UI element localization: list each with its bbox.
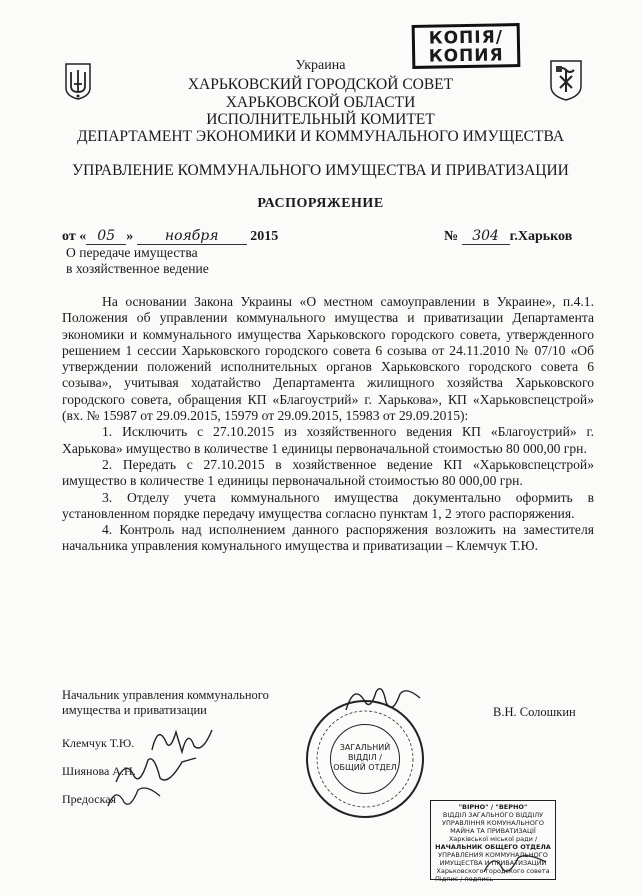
verified-stamp-line8: Підпис / подпись xyxy=(435,875,494,883)
date-day: 05 xyxy=(86,228,126,245)
body-paragraph-item3: 3. Отделу учета коммунального имущества документально оформить в установленном порядке передачу имущества согласно пунктам 1, 2 этого распоряжения. xyxy=(62,489,594,521)
document-number: 304 xyxy=(462,228,510,245)
copy-stamp-line1: КОПІЯ/ xyxy=(428,27,504,49)
header-department: ДЕПАРТАМЕНТ ЭКОНОМИКИ И КОММУНАЛЬНОГО ИМУЩЕСТВА xyxy=(76,128,565,145)
signatory-name: В.Н. Солошкин xyxy=(493,705,576,719)
round-seal xyxy=(306,700,424,818)
subject-block xyxy=(66,245,209,277)
verified-stamp-line1: "ВІРНО" / "ВЕРНО" xyxy=(458,803,528,811)
stamp-signature xyxy=(480,850,550,880)
body-paragraph-item1: 1. Исключить с 27.10.2015 из хозяйственного ведения КП «Благоустрий» г. Харькова» имущество в количестве 1 единицы первоначальной стоимостью 80 000,00 грн. xyxy=(62,424,594,456)
date-month: ноября xyxy=(137,228,247,245)
verified-stamp-line6: УПРАВЛЕНИЯ КОММУНАЛЬНОГО ИМУЩЕСТВА И ПРИВАТИЗАЦИИ xyxy=(438,851,548,867)
subject-line2: в хозяйственное ведение xyxy=(66,261,209,276)
date-from-label: от « xyxy=(62,229,87,244)
date-line xyxy=(62,228,278,245)
approval-signature-1 xyxy=(148,722,218,756)
round-seal-center-text: ЗАГАЛЬНИЙ ВІДДІЛ / ОБЩИЙ ОТДЕЛ xyxy=(330,724,400,794)
header-region: ХАРЬКОВСКОЙ ОБЛАСТИ xyxy=(225,94,416,111)
city-label: г.Харьков xyxy=(509,229,573,244)
signatory-position-line1: Начальник управления коммунального xyxy=(62,688,269,702)
number-label: № xyxy=(444,229,459,244)
verified-stamp-line3: УПРАВЛІННЯ КОМУНАЛЬНОГО МАЙНА ТА ПРИВАТИЗАЦІЇ xyxy=(442,819,544,835)
header-country: Украина xyxy=(295,58,346,73)
verified-stamp-line5: НАЧАЛЬНИК ОБЩЕГО ОТДЕЛА xyxy=(435,843,551,851)
verified-stamp-line2: ВІДДІЛ ЗАГАЛЬНОГО ВІДДІЛУ xyxy=(442,811,544,819)
header-committee: ИСПОЛНИТЕЛЬНЫЙ КОМИТЕТ xyxy=(206,111,435,128)
body-paragraph-item2: 2. Передать с 27.10.2015 в хозяйственное ведение КП «Харьковспецстрой» имущество в количестве 1 единицы первоначальной стоимостью 80 000,00 грн. xyxy=(62,456,594,489)
signatory-position xyxy=(62,688,269,718)
document-type-title: РАСПОРЯЖЕНИЕ xyxy=(257,196,384,211)
subject-line1: О передаче имущества xyxy=(66,245,198,260)
approval-1: Клемчук Т.Ю. xyxy=(62,736,135,750)
verified-stamp-line4: Харківської міської ради / xyxy=(448,835,538,843)
number-line xyxy=(444,228,572,245)
body-paragraph-item4: 4. Контроль над исполнением данного распоряжения возложить на заместителя начальника управления комунального имущества и приватизации – Клемчук Т.Ю. xyxy=(62,522,594,554)
approval-2: Шиянова А.Н. xyxy=(62,764,136,778)
date-year: 2015 xyxy=(250,229,279,244)
approval-signature-3 xyxy=(104,782,164,812)
date-quote-close: » xyxy=(126,229,134,244)
header-administration: УПРАВЛЕНИЕ КОММУНАЛЬНОГО ИМУЩЕСТВА И ПРИВАТИЗАЦИИ xyxy=(72,162,569,179)
verified-stamp-line7: Харьковского городского совета xyxy=(436,867,550,875)
signatory-position-line2: имущества и приватизации xyxy=(62,703,207,717)
document-body xyxy=(62,294,594,555)
copy-stamp-line2: КОПИЯ xyxy=(428,45,504,67)
approval-3: Предоская xyxy=(62,792,117,806)
body-paragraph-preamble: На основании Закона Украины «О местном самоуправлении в Украине», п.4.1. Положения об управлении коммунального имущества и приватизации Департамента экономики и коммунального имущества Харьковского городского совета, утвержденного решением 1 сессии Харьковского городского совета 6 созыва от 24.11.2010 № 07/10 «Об утверждении положений исполнительных органов Харьковского городского совета 6 созыва», учитывая ходатайство Департамента жилищного хозяйства Харьковского городского совета, обращения КП «Благоустрий» г. Харькова», КП «Харьковспецстрой» (вх. № 15987 от 29.09.2015, 15979 от 29.09.2015, 15983 от 29.09.2015): xyxy=(62,294,594,424)
header-council: ХАРЬКОВСКИЙ ГОРОДСКОЙ СОВЕТ xyxy=(187,76,454,93)
